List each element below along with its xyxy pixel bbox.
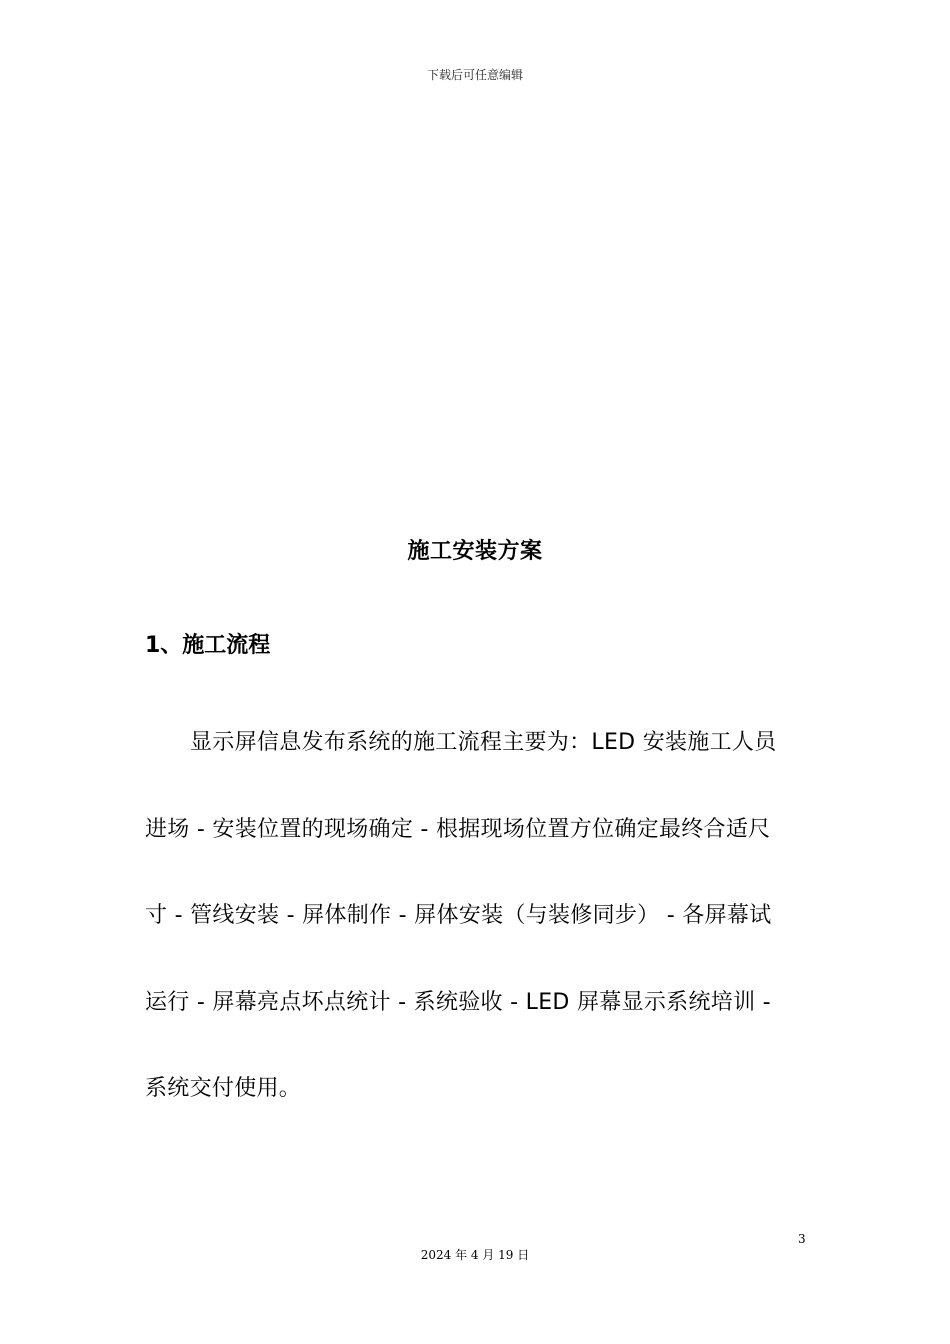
footer-date: 2024 年 4 月 19 日 [420, 1248, 530, 1262]
paragraph-line: 系统交付使用。 [145, 1076, 302, 1101]
paragraph-line: 寸 - 管线安装 - 屏体制作 - 屏体安装（与装修同步） - 各屏幕试 [145, 903, 772, 928]
paragraph-line: 显示屏信息发布系统的施工流程主要为：LED 安装施工人员 [190, 730, 777, 755]
paragraph-line: 运行 - 屏幕亮点坏点统计 - 系统验收 - LED 屏幕显示系统培训 - [145, 990, 771, 1015]
page-number: 3 [798, 1232, 806, 1246]
section-heading: 1、施工流程 [145, 633, 271, 658]
paragraph-line: 进场 - 安装位置的现场确定 - 根据现场位置方位确定最终合适尺 [145, 817, 771, 842]
page-header-note: 下载后可任意编辑 [426, 68, 523, 82]
document-title: 施工安装方案 [407, 539, 543, 564]
